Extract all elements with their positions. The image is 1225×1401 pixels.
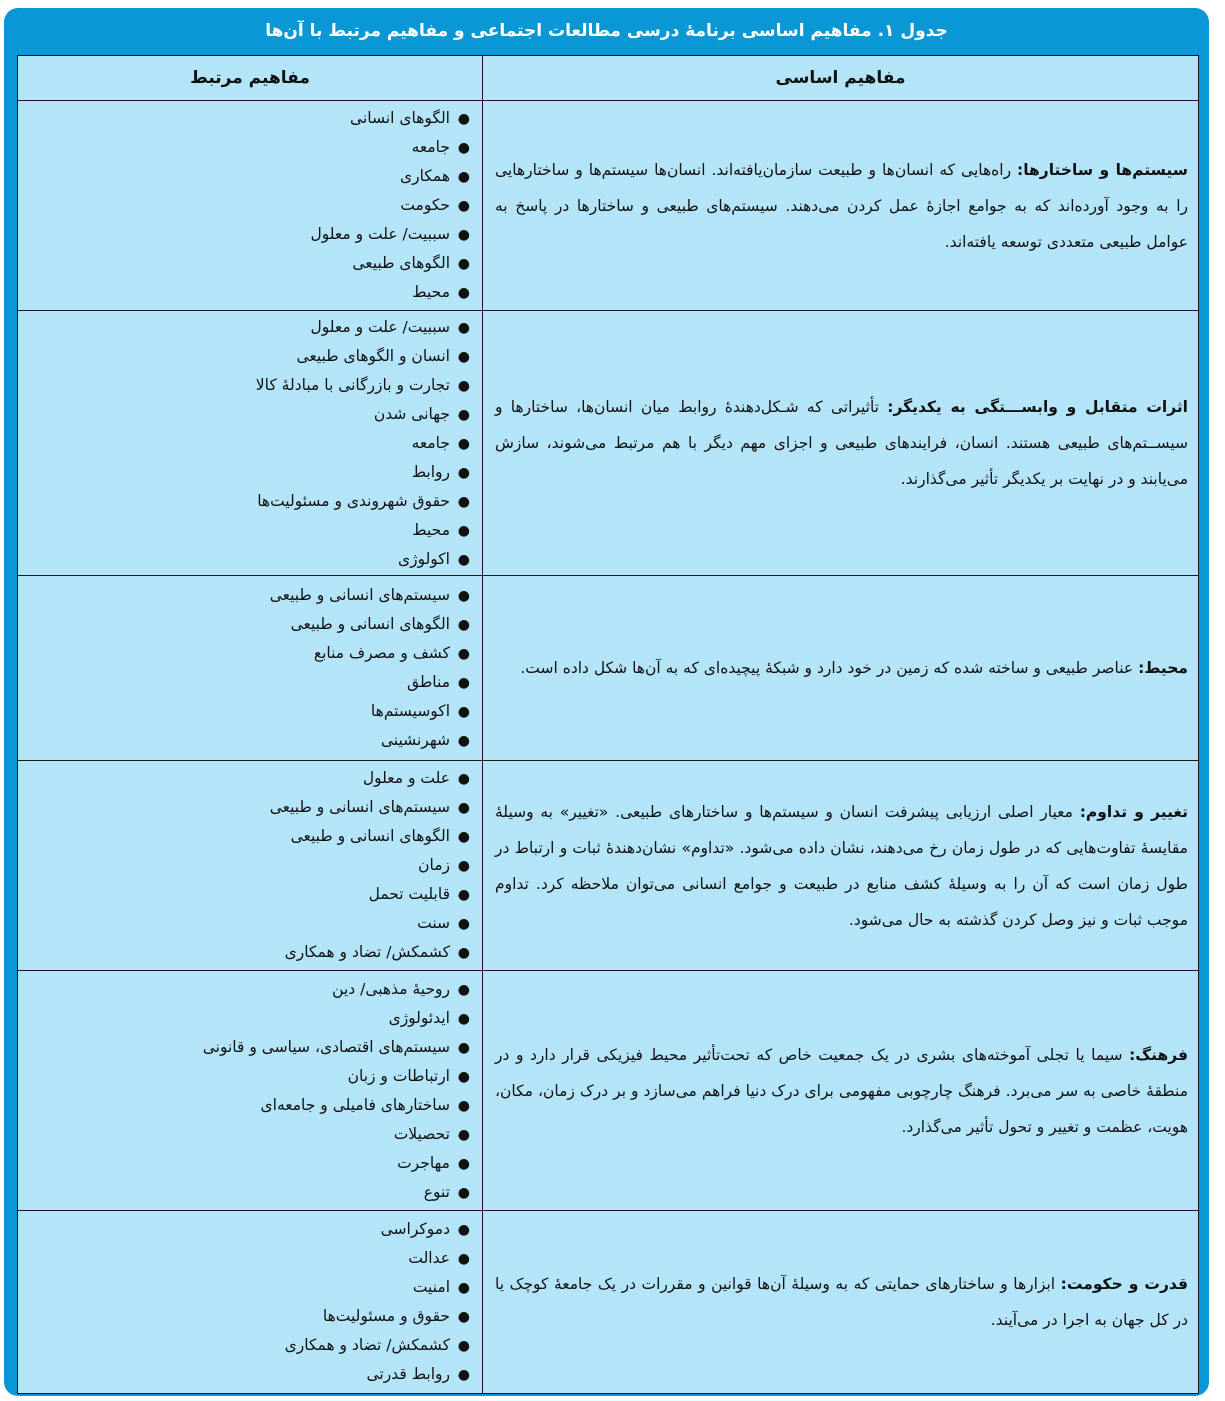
- concept-description: ابزارها و ساختارهای حمایتی که به وسیلهٔ آن‌ها قوانین و مقررات در یک جامعهٔ کوچک یا در کل جهان به اجرا در می‌آیند.: [495, 1275, 1188, 1329]
- related-concept: جامعه: [411, 433, 450, 452]
- bullet-icon: ●: [457, 227, 470, 243]
- bullet-icon: ●: [457, 435, 470, 452]
- concept-description: تأثیراتی که شـکل‌دهندهٔ روابط میان انسان‌ها، ساختارها و سیســتم‌های طبیعی هستند. انسان، فرایندهای طبیعی و اجزای مهم دیگر با هم مرتبط می‌شوند، سازش می‌یابند و در نهایت بر یکدیگر تأثیر می‌گذارند.: [495, 398, 1188, 488]
- list-item: [26, 249, 470, 278]
- related-concept: تجارت و بازرگانی با مبادلهٔ کالا: [255, 375, 450, 394]
- bullet-icon: ●: [457, 377, 470, 394]
- related-concept: حقوق و مسئولیت‌ها: [322, 1307, 450, 1325]
- bullet-icon: ●: [457, 704, 470, 720]
- bullet-icon: ●: [457, 169, 470, 185]
- list-item: [26, 1033, 470, 1062]
- related-concept: محیط: [412, 283, 450, 301]
- bullet-icon: ●: [457, 1222, 470, 1238]
- related-concept: روابط قدرتی: [366, 1365, 450, 1383]
- list-item: [26, 1273, 470, 1302]
- related-concept: سببیت/ علت و معلول: [310, 317, 450, 336]
- related-concept: ایدئولوژی: [388, 1008, 450, 1027]
- related-concept: سیستم‌های انسانی و طبیعی: [269, 798, 450, 816]
- bullet-icon: ●: [457, 733, 470, 749]
- related-concept: الگوهای انسانی و طبیعی: [290, 615, 450, 633]
- related-concept: ارتباطات و زبان: [347, 1066, 450, 1085]
- related-concept: الگوهای انسانی و طبیعی: [290, 827, 450, 845]
- related-list: [26, 1215, 470, 1389]
- related-concept: کشمکش/ تضاد و همکاری: [284, 1336, 450, 1354]
- related-concept: قابلیت تحمل: [368, 885, 450, 903]
- table-title: جدول ۱. مفاهیم اساسی برنامهٔ درسی مطالعات اجتماعی و مفاهیم مرتبط با آن‌ها: [265, 20, 948, 41]
- related-concepts-cell: [18, 1211, 483, 1394]
- list-item: [26, 822, 470, 851]
- list-item: [26, 1360, 470, 1389]
- related-concepts-cell: [18, 311, 483, 576]
- bullet-icon: ●: [457, 1280, 470, 1296]
- related-concept: روحیهٔ مذهبی/ دین: [332, 979, 450, 998]
- related-concept: سیستم‌های انسانی و طبیعی: [269, 586, 450, 604]
- list-item: [26, 1004, 470, 1033]
- concept-description: سیما یا تجلی آموخته‌های بشری در یک جمعیت خاص که تحت‌تأثیر محیط فیزیکی قرار دارد و در منطقهٔ خاصی به سر می‌برد. فرهنگ چارچوبی مفهومی برای درک دنیا فراهم می‌سازد و بر درک زمان، مکان، هویت، عظمت و تغییر و تحول تأثیر می‌گذارد.: [495, 1045, 1188, 1136]
- concept-description: معیار اصلی ارزیابی پیشرفت انسان و سیستم‌ها و ساختارهای طبیعی. «تغییر» به وسیلهٔ مقایسهٔ تفاوت‌هایی که در طول زمان رخ می‌دهند، نشان داده می‌شود. «تداوم» نشان‌دهندهٔ ثبات و ارتباط در طول زمان است که آن را به وسیلهٔ کشف منابع در طبیعت و جوامع انسانی می‌توان ملاحظه کرد. تداوم موجب ثبات و نیز وصل کردن گذشته به حال می‌شود.: [495, 802, 1188, 929]
- bullet-icon: ●: [457, 140, 470, 156]
- basic-concept-cell: [483, 761, 1199, 971]
- bullet-icon: ●: [457, 646, 470, 662]
- concept-term: فرهنگ:: [1129, 1045, 1188, 1064]
- list-item: [26, 220, 470, 249]
- related-concept: تنوع: [423, 1182, 450, 1201]
- basic-concept-cell: [483, 1211, 1199, 1394]
- list-item: [26, 429, 470, 458]
- list-item: [26, 371, 470, 400]
- bullet-icon: ●: [457, 945, 470, 961]
- list-item: [26, 1215, 470, 1244]
- related-concept: ساختارهای فامیلی و جامعه‌ای: [260, 1095, 450, 1114]
- bullet-icon: ●: [457, 588, 470, 604]
- list-item: [26, 516, 470, 545]
- related-list: [26, 581, 470, 755]
- list-item: [26, 458, 470, 487]
- bullet-icon: ●: [457, 1367, 470, 1383]
- table-row: [18, 761, 1199, 971]
- table-frame: [4, 8, 1209, 1396]
- list-item: [26, 1178, 470, 1207]
- bullet-icon: ●: [457, 675, 470, 691]
- concept-description: عناصر طبیعی و ساخته شده که زمین در خود دارد و شبکهٔ پیچیده‌ای که به آن‌ها شکل داده است.: [520, 659, 1139, 677]
- header-related-concepts: مفاهیم مرتبط: [18, 56, 483, 101]
- list-item: [26, 191, 470, 220]
- list-item: [26, 133, 470, 162]
- related-concept: الگوهای طبیعی: [352, 254, 450, 272]
- bullet-icon: ●: [457, 493, 470, 510]
- bullet-icon: ●: [457, 916, 470, 932]
- list-item: [26, 880, 470, 909]
- concept-term: سیستم‌ها و ساختارها:: [1017, 160, 1188, 179]
- header-basic-concepts: مفاهیم اساسی: [483, 56, 1199, 101]
- bullet-icon: ●: [457, 319, 470, 336]
- list-item: [26, 313, 470, 342]
- table-row: [18, 1211, 1199, 1394]
- list-item: [26, 1149, 470, 1178]
- related-concept: شهرنشینی: [380, 731, 450, 749]
- basic-concept-cell: [483, 311, 1199, 576]
- related-concept: حقوق شهروندی و مسئولیت‌ها: [257, 491, 450, 510]
- related-concept: دموکراسی: [380, 1220, 450, 1238]
- related-concept: اکولوژی: [397, 549, 450, 568]
- list-item: [26, 764, 470, 793]
- related-concept: سیستم‌های اقتصادی، سیاسی و قانونی: [202, 1037, 450, 1056]
- basic-concept-cell: [483, 101, 1199, 311]
- concept-term: محیط:: [1138, 659, 1188, 677]
- concept-term: قدرت و حکومت:: [1060, 1275, 1188, 1293]
- related-concept: امنیت: [412, 1278, 450, 1296]
- list-item: [26, 726, 470, 755]
- related-concept: سببیت/ علت و معلول: [310, 225, 450, 243]
- list-item: [26, 639, 470, 668]
- list-item: [26, 975, 470, 1004]
- list-item: [26, 1091, 470, 1120]
- bullet-icon: ●: [457, 551, 470, 568]
- list-item: [26, 1331, 470, 1360]
- bullet-icon: ●: [457, 1010, 470, 1027]
- list-item: [26, 278, 470, 307]
- table-row: [18, 101, 1199, 311]
- related-concepts-cell: [18, 576, 483, 761]
- header-row: [18, 56, 1199, 101]
- related-concept: مهاجرت: [397, 1153, 450, 1172]
- related-concept: اکوسیستم‌ها: [370, 702, 450, 720]
- bullet-icon: ●: [457, 111, 470, 127]
- concepts-table: [17, 55, 1199, 1394]
- concept-term: اثرات متقابل و وابســـتگی به یکدیگر:: [887, 398, 1188, 416]
- bullet-icon: ●: [457, 800, 470, 816]
- list-item: [26, 1302, 470, 1331]
- bullet-icon: ●: [457, 1155, 470, 1172]
- concept-term: تغییر و تداوم:: [1079, 802, 1188, 821]
- related-concept: الگوهای انسانی: [350, 109, 450, 127]
- bullet-icon: ●: [457, 887, 470, 903]
- list-item: [26, 162, 470, 191]
- bullet-icon: ●: [457, 1338, 470, 1354]
- bullet-icon: ●: [457, 285, 470, 301]
- list-item: [26, 668, 470, 697]
- list-item: [26, 400, 470, 429]
- related-concept: سنت: [417, 914, 450, 932]
- list-item: [26, 938, 470, 967]
- list-item: [26, 342, 470, 371]
- bullet-icon: ●: [457, 198, 470, 214]
- related-concept: محیط: [412, 520, 450, 539]
- related-concept: روابط: [411, 462, 450, 481]
- related-concept: علت و معلول: [362, 769, 450, 787]
- basic-concept-cell: [483, 576, 1199, 761]
- related-concepts-cell: [18, 761, 483, 971]
- related-concept: کشف و مصرف منابع: [313, 644, 450, 662]
- list-item: [26, 697, 470, 726]
- bullet-icon: ●: [457, 1251, 470, 1267]
- list-item: [26, 545, 470, 574]
- related-concept: انسان و الگوهای طبیعی: [296, 346, 450, 365]
- table-row: [18, 576, 1199, 761]
- bullet-icon: ●: [457, 1097, 470, 1114]
- list-item: [26, 1244, 470, 1273]
- related-list: [26, 313, 470, 574]
- list-item: [26, 851, 470, 880]
- related-concept: زمان: [418, 856, 450, 874]
- bullet-icon: ●: [457, 1068, 470, 1085]
- related-list: [26, 104, 470, 307]
- related-concept: حکومت: [400, 196, 450, 214]
- list-item: [26, 909, 470, 938]
- bullet-icon: ●: [457, 1039, 470, 1056]
- related-concepts-cell: [18, 971, 483, 1211]
- related-concept: جامعه: [411, 138, 450, 156]
- bullet-icon: ●: [457, 829, 470, 845]
- bullet-icon: ●: [457, 1309, 470, 1325]
- bullet-icon: ●: [457, 406, 470, 423]
- related-concept: کشمکش/ تضاد و همکاری: [284, 943, 450, 961]
- list-item: [26, 1062, 470, 1091]
- bullet-icon: ●: [457, 522, 470, 539]
- bullet-icon: ●: [457, 464, 470, 481]
- concept-description: راه‌هایی که انسان‌ها و طبیعت سازمان‌یافته‌اند. انسان‌ها سیستم‌ها و ساختارهایی را به وجود آورده‌اند که به جوامع اجازهٔ عمل کردن می‌دهند. سیستم‌های طبیعی و ساختارها در پاسخ به عوامل طبیعی متعددی توسعه یافته‌اند.: [495, 160, 1188, 251]
- bullet-icon: ●: [457, 858, 470, 874]
- related-list: [26, 764, 470, 967]
- list-item: [26, 793, 470, 822]
- list-item: [26, 581, 470, 610]
- list-item: [26, 104, 470, 133]
- list-item: [26, 610, 470, 639]
- table-row: [18, 311, 1199, 576]
- related-concepts-cell: [18, 101, 483, 311]
- related-concept: همکاری: [399, 167, 450, 185]
- list-item: [26, 1120, 470, 1149]
- bullet-icon: ●: [457, 771, 470, 787]
- bullet-icon: ●: [457, 981, 470, 998]
- bullet-icon: ●: [457, 617, 470, 633]
- list-item: [26, 487, 470, 516]
- related-concept: جهانی شدن: [373, 404, 450, 423]
- bullet-icon: ●: [457, 1126, 470, 1143]
- related-list: [26, 975, 470, 1207]
- related-concept: تحصیلات: [393, 1124, 450, 1143]
- related-concept: عدالت: [408, 1249, 450, 1267]
- related-concept: مناطق: [407, 673, 450, 691]
- table-row: [18, 971, 1199, 1211]
- bullet-icon: ●: [457, 348, 470, 365]
- basic-concept-cell: [483, 971, 1199, 1211]
- bullet-icon: ●: [457, 1184, 470, 1201]
- bullet-icon: ●: [457, 256, 470, 272]
